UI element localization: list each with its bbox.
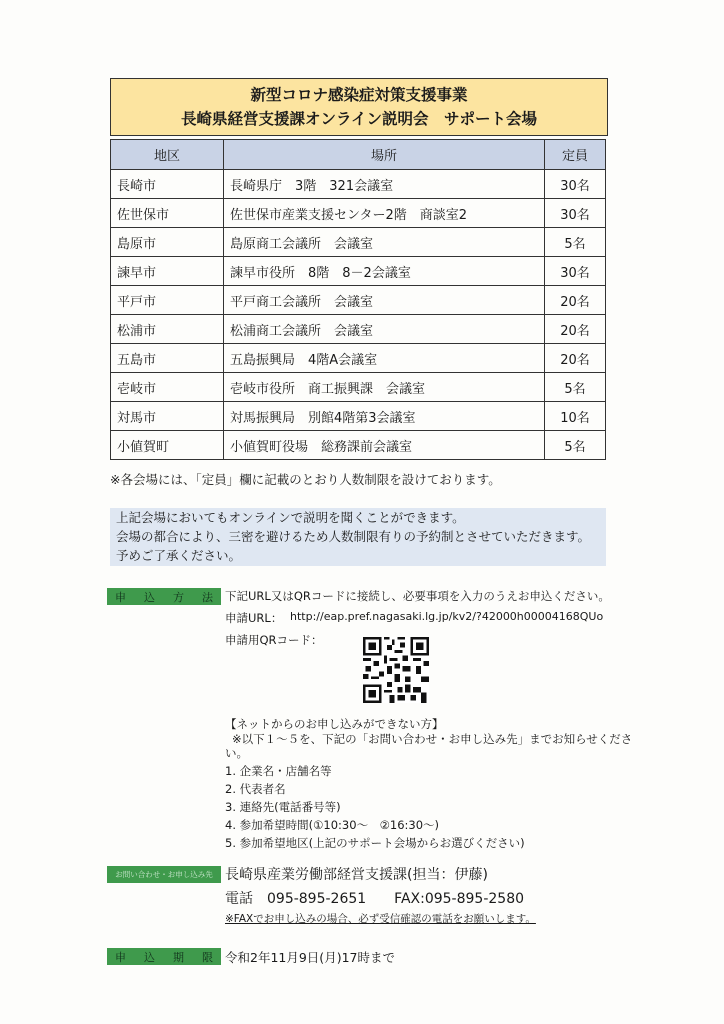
venue-table — [110, 139, 606, 460]
header-city: 地区 — [111, 140, 224, 170]
table-row — [111, 199, 606, 228]
apply-qr-label: 申請用QRコード： — [225, 633, 323, 647]
capacity-note: ※各会場には、「定員」欄に記載のとおり人数制限を設けております。 — [110, 472, 501, 487]
info-line-3: 予めご了承ください。 — [116, 548, 242, 563]
table-row — [111, 373, 606, 402]
apply-url-link[interactable]: http://eap.pref.nagasaki.lg.jp/kv2/?42000h00004168QUo — [290, 610, 604, 623]
cell-place: 五島振興局 4階A会議室 — [224, 344, 545, 373]
cell-city: 対馬市 — [111, 402, 224, 431]
cell-city: 佐世保市 — [111, 199, 224, 228]
cell-place: 島原商工会議所 会議室 — [224, 228, 545, 257]
title-line-1: 新型コロナ感染症対策支援事業 — [250, 86, 468, 104]
cell-city: 壱岐市 — [111, 373, 224, 402]
cell-capacity: 30名 — [545, 199, 606, 228]
cell-city: 平戸市 — [111, 286, 224, 315]
title-box — [110, 78, 608, 136]
header-capacity: 定員 — [545, 140, 606, 170]
cell-capacity: 10名 — [545, 402, 606, 431]
apply-label-char: 方 — [173, 590, 184, 604]
table-row — [111, 402, 606, 431]
header-place: 場所 — [224, 140, 545, 170]
deadline-label-char: 期 — [173, 950, 184, 964]
cell-place: 小値賀町役場 総務課前会議室 — [224, 431, 545, 460]
info-box — [110, 508, 606, 566]
required-item: 4. 参加希望時間(①10:30～ ②16:30～) — [225, 818, 440, 832]
table-row — [111, 431, 606, 460]
deadline-label — [107, 948, 221, 965]
cell-capacity: 5名 — [545, 373, 606, 402]
cell-place: 長崎県庁 3階 321会議室 — [224, 170, 545, 199]
cell-capacity: 20名 — [545, 315, 606, 344]
title-line-2: 長崎県経営支援課オンライン説明会 サポート会場 — [180, 110, 538, 128]
cell-place: 諫早市役所 8階 8－2会議室 — [224, 257, 545, 286]
cell-city: 長崎市 — [111, 170, 224, 199]
deadline-label-char: 限 — [202, 950, 213, 964]
contact-department: 長崎県産業労働部経営支援課(担当：伊藤) — [225, 867, 488, 883]
info-line-2: 会場の都合により、三密を避けるため人数制限有りの予約制とさせていただきます。 — [116, 529, 591, 544]
cell-capacity: 20名 — [545, 344, 606, 373]
cell-city: 島原市 — [111, 228, 224, 257]
table-row — [111, 344, 606, 373]
apply-label-char: 法 — [202, 590, 213, 604]
cell-place: 平戸商工会議所 会議室 — [224, 286, 545, 315]
table-header-row — [111, 140, 606, 170]
table-row — [111, 315, 606, 344]
deadline-label-char: 申 — [115, 950, 126, 964]
deadline-label-char: 込 — [144, 950, 155, 964]
apply-label-char: 申 — [115, 590, 126, 604]
cell-city: 諫早市 — [111, 257, 224, 286]
table-row — [111, 257, 606, 286]
cell-capacity: 20名 — [545, 286, 606, 315]
required-item: 2. 代表者名 — [225, 782, 286, 796]
cell-capacity: 5名 — [545, 228, 606, 257]
cell-city: 小値賀町 — [111, 431, 224, 460]
cell-place: 壱岐市役所 商工振興課 会議室 — [224, 373, 545, 402]
cell-capacity: 5名 — [545, 431, 606, 460]
offline-note-line-2: い。 — [225, 746, 248, 760]
cell-city: 五島市 — [111, 344, 224, 373]
cell-capacity: 30名 — [545, 257, 606, 286]
apply-url-label: 申請URL： — [225, 611, 283, 625]
cell-place: 松浦商工会議所 会議室 — [224, 315, 545, 344]
cell-place: 佐世保市産業支援センター2階 商談室2 — [224, 199, 545, 228]
apply-intro: 下記URL又はQRコードに接続し、必要事項を入力のうえお申込ください。 — [225, 589, 610, 603]
cell-place: 対馬振興局 別館4階第3会議室 — [224, 402, 545, 431]
required-item: 3. 連絡先(電話番号等) — [225, 800, 341, 814]
apply-label-char: 込 — [144, 590, 155, 604]
table-row — [111, 286, 606, 315]
required-item: 1. 企業名・店舗名等 — [225, 764, 332, 778]
table-row — [111, 228, 606, 257]
cell-capacity: 30名 — [545, 170, 606, 199]
apply-method-label — [107, 588, 221, 605]
table-row — [111, 170, 606, 199]
contact-phone-fax: 電話 095-895-2651 FAX:095-895-2580 — [225, 891, 525, 907]
cell-city: 松浦市 — [111, 315, 224, 344]
deadline-value: 令和2年11月9日(月)17時まで — [225, 950, 395, 965]
qr-code-image[interactable] — [363, 637, 429, 703]
offline-heading: 【ネットからのお申し込みができない方】 — [225, 717, 444, 731]
info-line-1: 上記会場においてもオンラインで説明を聞くことができます。 — [116, 510, 465, 525]
offline-note-line-1: ※以下１～５を、下記の「お問い合わせ・お申し込み先」までお知らせくださ — [232, 732, 633, 746]
required-item: 5. 参加希望地区(上記のサポート会場からお選びください) — [225, 836, 525, 850]
contact-label: お問い合わせ・お申し込み先 — [107, 866, 221, 883]
fax-note: ※FAXでお申し込みの場合、必ず受信確認の電話をお願いします。 — [225, 913, 536, 925]
